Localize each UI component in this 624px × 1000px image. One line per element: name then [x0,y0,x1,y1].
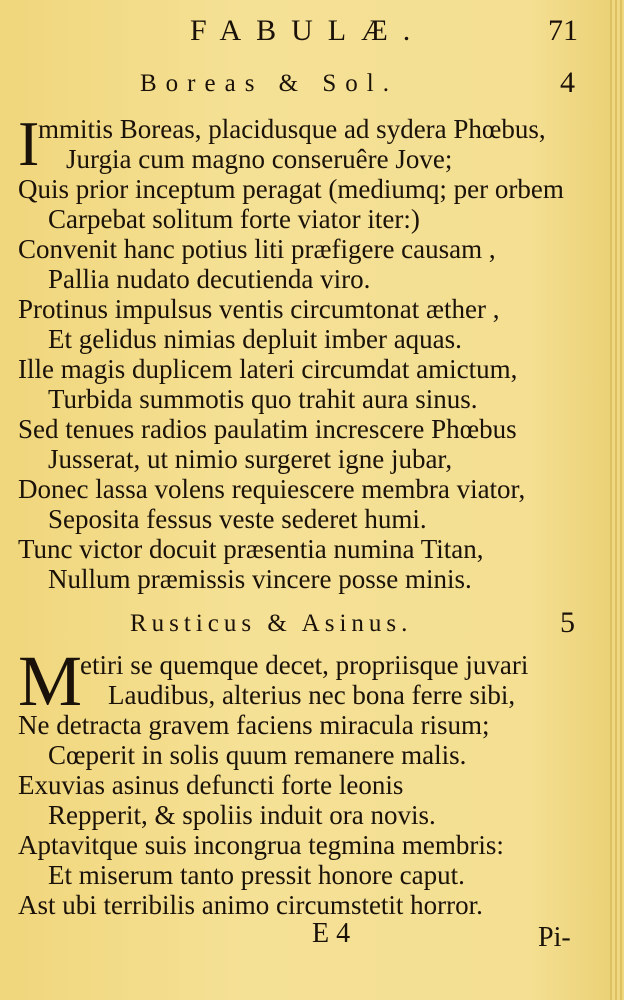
verse-line: Exuvias asinus defuncti forte leonis [18,770,404,800]
verse-line: Carpebat solitum forte viator iter:) [48,204,420,234]
verse-line: Ast ubi terribilis animo circumstetit horror. [18,890,483,920]
fable-number: 5 [560,606,575,639]
verse-line: Donec lassa volens requiescere membra viator, [18,474,526,504]
page-footer [0,918,624,958]
verse-line: Jurgia cum magno conseruêre Jove; [66,144,453,174]
verse-line: Turbida summotis quo trahit aura sinus. [48,384,478,414]
verse-line: etiri se quemque decet, propriisque juvari [80,650,529,680]
fable-text-boreas [18,108,564,594]
verse-line: Laudibus, alterius nec bona ferre sibi, [108,680,516,710]
catchword: Pi- [538,922,571,953]
drop-cap: I [18,108,40,179]
verse-line: Seposita fessus veste sederet humi. [48,504,427,534]
page-number: 71 [548,14,578,47]
verse-line: Ille magis duplicem lateri circumdat amictum, [18,354,518,384]
running-title: FABULÆ. [190,14,426,47]
fable-text-rusticus [18,650,528,920]
fable-number: 4 [560,66,575,99]
verse-line: Convenit hanc potius liti præfigere causam , [18,234,496,264]
verse-line: Pallia nudato decutienda viro. [48,264,371,294]
verse-line: Nullum præmissis vincere posse minis. [48,564,472,594]
fable-heading-boreas [0,66,624,102]
verse-line: Cœperit in solis quum remanere malis. [48,740,467,770]
verse-line: Protinus impulsus ventis circumtonat æther , [18,294,500,324]
verse-line: Ne detracta gravem faciens miracula risum; [18,710,490,740]
verse-line: Et gelidus nimias depluit imber aquas. [48,324,462,354]
page-edge [610,0,624,1000]
running-head [0,14,624,50]
signature-mark: E 4 [312,918,351,949]
drop-cap: M [18,641,83,721]
verse-line: Tunc victor docuit præsentia numina Titan, [18,534,484,564]
fable-heading-rusticus [0,606,624,642]
verse-line: Aptavitque suis incongrua tegmina membris: [18,830,504,860]
verse-line: Jusserat, ut nimio surgeret igne jubar, [48,444,453,474]
verse-line: Quis prior inceptum peragat (mediumq; per orbem [18,174,564,204]
fable-title: Rusticus & Asinus. [130,610,413,637]
verse-line: mmitis Boreas, placidusque ad sydera Phœbus, [38,114,546,144]
verse-line: Sed tenues radios paulatim increscere Phœbus [18,414,517,444]
verse-line: Repperit, & spoliis induit ora novis. [48,800,436,830]
fable-title: Boreas & Sol. [140,70,398,97]
verse-line: Et miserum tanto pressit honore caput. [48,860,465,890]
